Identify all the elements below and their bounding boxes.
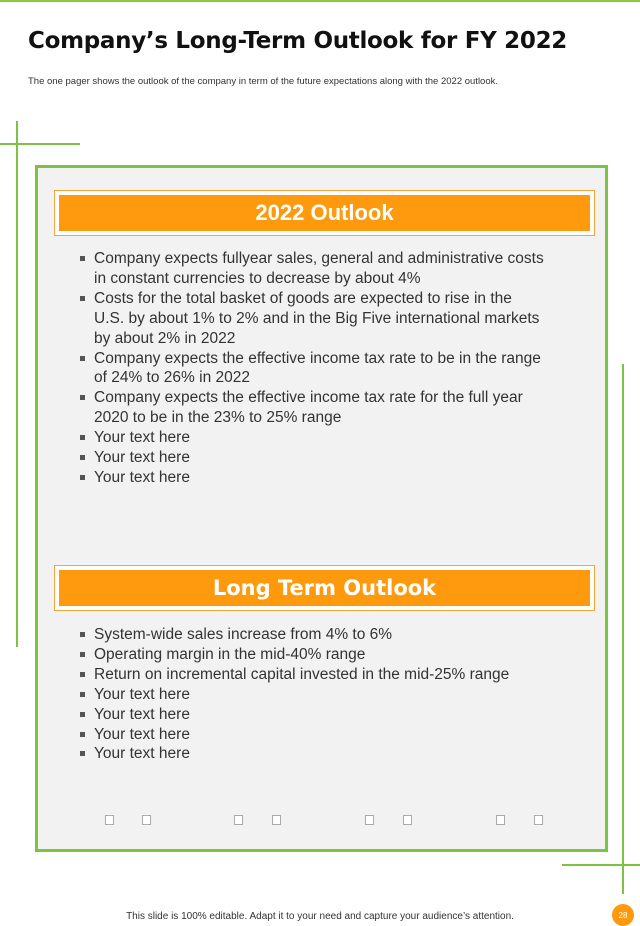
placeholder-marker <box>534 815 543 825</box>
page-title: Company’s Long-Term Outlook for FY 2022 <box>28 28 567 54</box>
list-item: Return on incremental capital invested in the mid-25% range <box>76 665 546 685</box>
placeholder-marker <box>234 815 243 825</box>
page-subtitle: The one pager shows the outlook of the company in term of the future expectations along with the 2022 outlook. <box>28 76 499 87</box>
page-number-badge: 28 <box>612 904 634 926</box>
deco-line-left-vertical <box>16 121 18 647</box>
outlook-panel <box>35 165 608 852</box>
list-item: System-wide sales increase from 4% to 6% <box>76 625 546 645</box>
section-2022-outlook-header <box>54 190 595 236</box>
section-long-term-header <box>54 565 595 611</box>
outlook-2022-list <box>76 249 546 488</box>
placeholder-marker <box>496 815 505 825</box>
top-rule <box>0 0 640 2</box>
list-item: Costs for the total basket of goods are expected to rise in the U.S. by about 1% to 2% and in the Big Five international markets by about 2% in 2022 <box>76 289 546 349</box>
deco-line-left-horizontal <box>0 143 80 145</box>
list-item: Your text here <box>76 744 546 764</box>
placeholder-marker <box>403 815 412 825</box>
placeholder-marker <box>365 815 374 825</box>
list-item: Your text here <box>76 705 546 725</box>
list-item: Company expects fullyear sales, general and administrative costs in constant currencies to decrease by about 4% <box>76 249 546 289</box>
list-item: Your text here <box>76 428 546 448</box>
list-item: Company expects the effective income tax rate for the full year 2020 to be in the 23% to 25% range <box>76 388 546 428</box>
list-item: Your text here <box>76 685 546 705</box>
list-item: Operating margin in the mid-40% range <box>76 645 546 665</box>
list-item: Your text here <box>76 448 546 468</box>
section-2022-outlook-title: 2022 Outlook <box>59 195 590 231</box>
list-item: Your text here <box>76 468 546 488</box>
placeholder-marker <box>142 815 151 825</box>
deco-line-right-vertical <box>622 364 624 894</box>
placeholder-marker <box>272 815 281 825</box>
deco-line-right-horizontal <box>562 864 640 866</box>
placeholder-marker <box>105 815 114 825</box>
list-item: Company expects the effective income tax rate to be in the range of 24% to 26% in 2022 <box>76 349 546 389</box>
long-term-list <box>76 625 546 764</box>
section-long-term-title: Long Term Outlook <box>59 570 590 606</box>
list-item: Your text here <box>76 725 546 745</box>
footer-note: This slide is 100% editable. Adapt it to your need and capture your audience’s attention. <box>126 911 514 922</box>
